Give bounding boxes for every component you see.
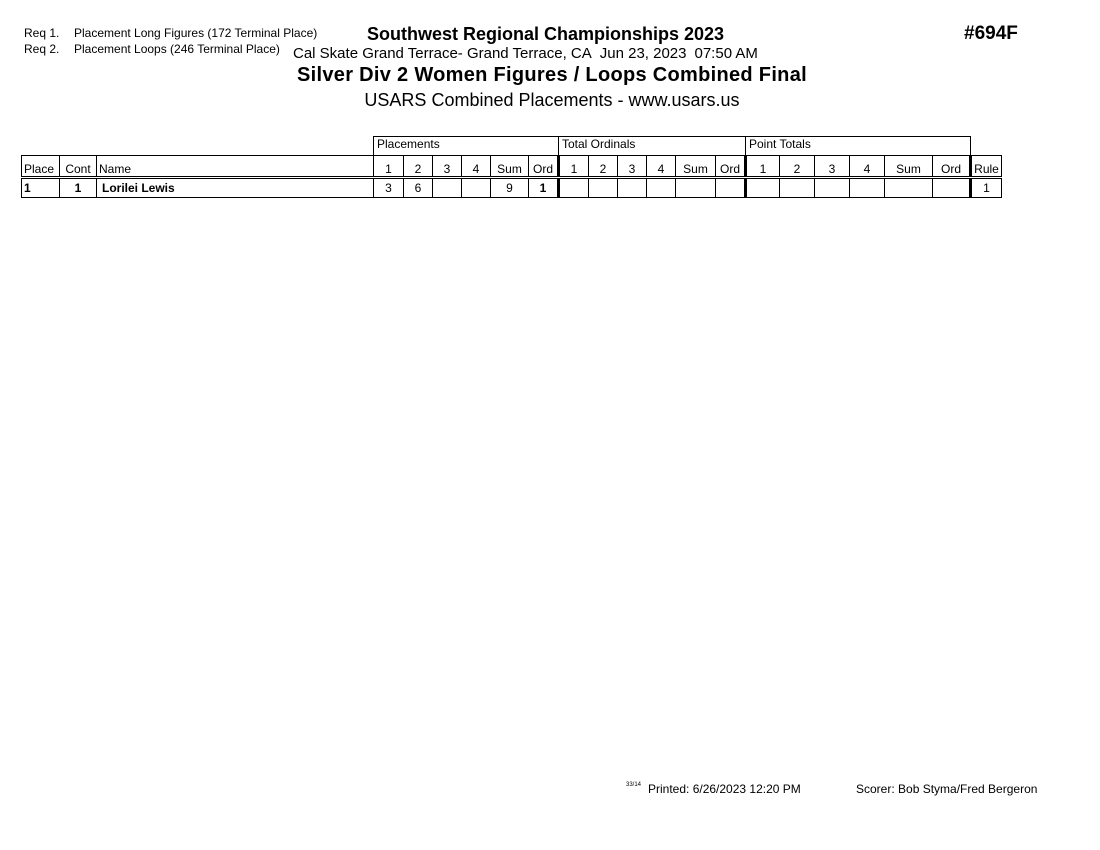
scorer: Scorer: Bob Styma/Fred Bergeron — [856, 782, 1038, 796]
cell-points-ord — [933, 178, 971, 198]
col-placement-2: 2 — [404, 156, 433, 178]
col-ordinal-1: 1 — [559, 156, 589, 178]
col-placement-3: 3 — [433, 156, 462, 178]
group-placements: Placements — [374, 137, 559, 156]
cell-points-3 — [815, 178, 850, 198]
cell-ordinal-1 — [559, 178, 589, 198]
requirement-1 — [24, 26, 317, 40]
col-points-1: 1 — [746, 156, 780, 178]
group-point-totals: Point Totals — [746, 137, 971, 156]
cell-placement-sum: 9 — [491, 178, 529, 198]
col-placement-sum: Sum — [491, 156, 529, 178]
col-points-2: 2 — [780, 156, 815, 178]
requirement-number: Req 1. — [24, 26, 60, 40]
table-row — [22, 178, 1002, 198]
col-ordinal-4: 4 — [647, 156, 676, 178]
col-cont: Cont — [60, 156, 97, 178]
col-name: Name — [97, 156, 374, 178]
requirement-text: Placement Loops (246 Terminal Place) — [74, 42, 280, 56]
cell-cont: 1 — [60, 178, 97, 198]
event-date: Jun 23, 2023 — [599, 45, 687, 62]
col-points-ord: Ord — [933, 156, 971, 178]
column-header-row — [22, 156, 1002, 178]
requirement-number: Req 2. — [24, 42, 60, 56]
cell-ordinal-ord — [716, 178, 746, 198]
results-table — [21, 136, 1002, 198]
cell-ordinal-4 — [647, 178, 676, 198]
col-rule: Rule — [971, 156, 1002, 178]
col-placement-ord: Ord — [529, 156, 559, 178]
cell-points-2 — [780, 178, 815, 198]
printed-timestamp: Printed: 6/26/2023 12:20 PM — [648, 782, 801, 796]
cell-placement-4 — [462, 178, 491, 198]
cell-placement-ord: 1 — [529, 178, 559, 198]
col-points-sum: Sum — [885, 156, 933, 178]
event-number: #694F — [964, 23, 1018, 44]
cell-points-1 — [746, 178, 780, 198]
venue-line — [293, 45, 758, 62]
cell-place: 1 — [22, 178, 60, 198]
cell-ordinal-3 — [618, 178, 647, 198]
cell-points-sum — [885, 178, 933, 198]
cell-name: Lorilei Lewis — [97, 178, 374, 198]
col-points-3: 3 — [815, 156, 850, 178]
requirement-2 — [24, 42, 280, 56]
col-placement-1: 1 — [374, 156, 404, 178]
venue: Cal Skate Grand Terrace- Grand Terrace, CA — [293, 45, 592, 62]
col-ordinal-2: 2 — [589, 156, 618, 178]
col-ordinal-3: 3 — [618, 156, 647, 178]
cell-placement-3 — [433, 178, 462, 198]
footer-code: 33/14 — [626, 782, 642, 788]
cell-ordinal-2 — [589, 178, 618, 198]
subtitle: USARS Combined Placements - www.usars.us — [364, 90, 740, 110]
event-time: 07:50 AM — [694, 45, 758, 62]
col-placement-4: 4 — [462, 156, 491, 178]
requirement-text: Placement Long Figures (172 Terminal Place) — [74, 26, 318, 40]
col-ordinal-sum: Sum — [676, 156, 716, 178]
event-name: Silver Div 2 Women Figures / Loops Combined Final — [297, 64, 807, 86]
cell-points-4 — [850, 178, 885, 198]
cell-rule: 1 — [971, 178, 1002, 198]
group-header-row — [22, 137, 1002, 156]
cell-placement-2: 6 — [404, 178, 433, 198]
col-place: Place — [22, 156, 60, 178]
col-ordinal-ord: Ord — [716, 156, 746, 178]
competition-title: Southwest Regional Championships 2023 — [367, 24, 725, 44]
group-total-ordinals: Total Ordinals — [559, 137, 746, 156]
cell-ordinal-sum — [676, 178, 716, 198]
col-points-4: 4 — [850, 156, 885, 178]
cell-placement-1: 3 — [374, 178, 404, 198]
